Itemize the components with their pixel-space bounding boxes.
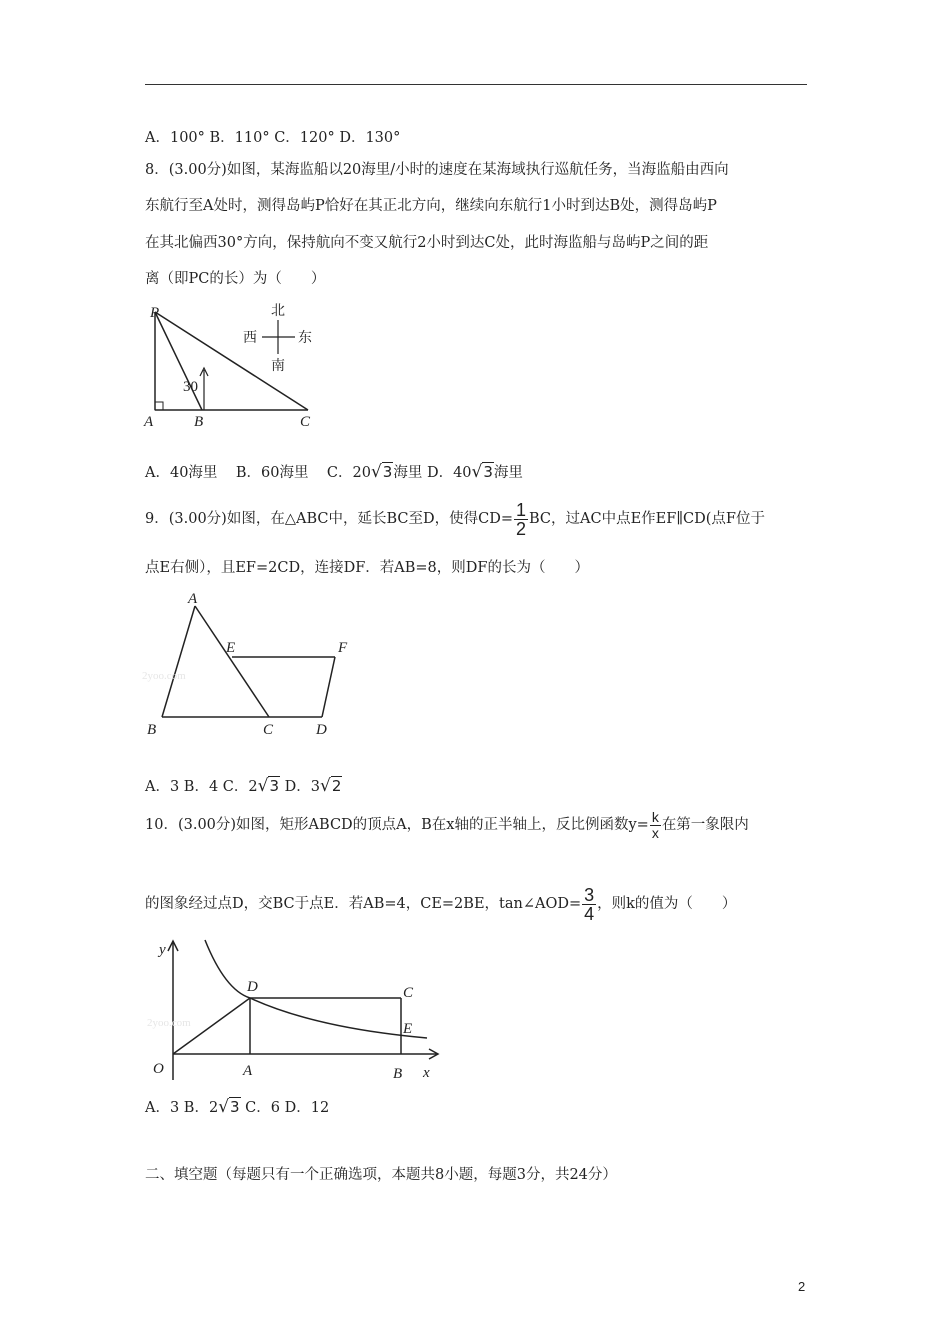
q10-label-o: O: [153, 1061, 164, 1077]
q10-option-b-sqrt: √3: [218, 1097, 240, 1117]
section2-heading: 二、填空题（每题只有一个正确选项，本题共8小题，每题3分，共24分）: [145, 1167, 617, 1183]
q8-option-b: B．60海里: [235, 465, 309, 481]
q9-line1: [145, 500, 765, 538]
q8-option-d-unit: 海里: [493, 465, 523, 481]
q10-label-e: E: [403, 1021, 413, 1037]
compass-east: 东: [298, 330, 312, 346]
q8-option-c: C．20: [326, 465, 371, 481]
q8-options: [145, 462, 523, 483]
q9-label-f: F: [338, 640, 348, 656]
q9-options-ab: A．3 B．4 C．2: [145, 779, 258, 795]
q10-axis-y: y: [159, 942, 166, 958]
page-number: 2: [798, 1279, 806, 1294]
q9-option-c-sqrt: √3: [257, 776, 280, 796]
q10-line2-post: ，则k的值为（ ）: [597, 896, 737, 912]
q9-option-d: D．3: [280, 779, 320, 795]
q8-label-c: C: [300, 414, 311, 430]
q8-line2: 东航行至A处时，测得岛屿P恰好在其正北方向，继续向东航行1小时到达B处，测得岛屿P: [145, 198, 717, 214]
q10-label-c: C: [403, 985, 414, 1001]
q10-text-pre: 10．(3.00分)如图，矩形ABCD的顶点A，B在x轴的正半轴上，反比例函数y=: [145, 817, 649, 833]
q10-figure: [145, 932, 445, 1087]
q8-line4: 离（即PC的长）为（ ）: [145, 271, 326, 287]
compass-west: 西: [243, 330, 257, 346]
q9-options: [145, 776, 342, 797]
header-rule: [145, 84, 807, 85]
q8-option-a: A．40海里: [145, 465, 218, 481]
q10-axis-x: x: [423, 1065, 430, 1081]
q9-option-d-sqrt: √2: [319, 776, 342, 796]
q8-line3: 在其北偏西30°方向，保持航向不变又航行2小时到达C处，此时海监船与岛屿P之间的距: [145, 235, 709, 251]
q9-figure: [140, 588, 365, 743]
q10-options-cd: C．6 D．12: [240, 1100, 330, 1116]
q10-options-ab: A．3 B．2: [145, 1100, 219, 1116]
q9-label-d: D: [316, 722, 327, 738]
q7-options: A．100° B．110° C．120° D．130°: [145, 130, 401, 146]
q9-fraction: $\frac{1}{2}$: [515, 499, 526, 539]
q8-line1: 8．(3.00分)如图，某海监船以20海里/小时的速度在某海域执行巡航任务，当海监船由西向: [145, 162, 729, 178]
q9-label-b: B: [147, 722, 157, 738]
q9-watermark: 2yoo.com: [142, 670, 186, 682]
q10-fraction-tan: $\frac{3}{4}$: [584, 884, 595, 924]
q9-text-pre: 9．(3.00分)如图，在△ABC中，延长BC至D，使得CD=: [145, 511, 513, 527]
q10-label-a: A: [243, 1063, 253, 1079]
q10-line1: [145, 806, 749, 844]
q8-option-d: D．40: [426, 465, 472, 481]
compass-north: 北: [271, 303, 285, 319]
q10-line2: [145, 885, 736, 923]
q9-label-a: A: [188, 591, 198, 607]
q9-line2: 点E右侧），且EF=2CD，连接DF．若AB=8，则DF的长为（ ）: [145, 560, 589, 576]
q9-label-e: E: [226, 640, 236, 656]
q8-label-p: P: [150, 305, 160, 321]
q8-label-a: A: [144, 414, 154, 430]
q10-text-post: 在第一象限内: [661, 817, 749, 833]
q9-text-post: BC，过AC中点E作EF∥CD(点F位于: [529, 511, 765, 527]
q8-option-d-sqrt: √3: [471, 462, 493, 482]
q8-angle-label: 30: [183, 379, 198, 395]
q8-label-b: B: [194, 414, 204, 430]
q8-option-c-unit: 海里: [393, 465, 423, 481]
compass-south: 南: [271, 358, 285, 374]
q8-figure: [140, 298, 330, 433]
q10-options: [145, 1097, 329, 1118]
q10-watermark: 2yoo.com: [147, 1017, 191, 1029]
q10-fraction: $\frac{k}{x}$: [651, 808, 659, 841]
q8-option-c-sqrt: √3: [370, 462, 393, 482]
q9-label-c: C: [263, 722, 274, 738]
q10-label-d: D: [247, 979, 258, 995]
q10-line2-pre: 的图象经过点D，交BC于点E．若AB=4，CE=2BE，tan∠AOD=: [145, 896, 582, 912]
q10-label-b: B: [393, 1066, 403, 1082]
